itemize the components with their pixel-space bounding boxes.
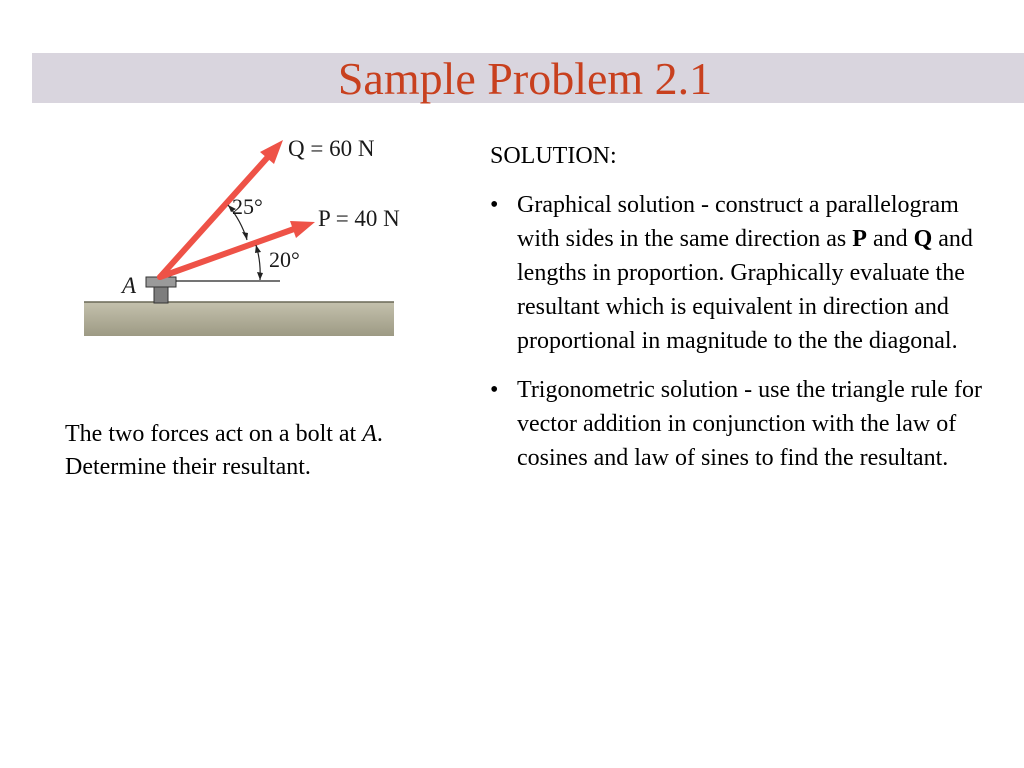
bullet1-text-c: and lengths in proportion. Graphically evaluate the resultant which is equivalent in direction and proportional in magnitude to the the diagonal. <box>517 226 973 354</box>
point-label: A <box>122 273 137 298</box>
p-label: P = 40 N <box>318 206 400 231</box>
bullet-graphical <box>490 188 1000 358</box>
caption-point: A <box>362 421 377 447</box>
ground <box>84 302 394 336</box>
angle-arc-20-tip-a <box>255 245 261 253</box>
bullet1-q: Q <box>913 226 933 252</box>
bullet2-text: Trigonometric solution - use the triangle rule for vector addition in conjunction with the law of cosines and law of sines to find the resultant. <box>517 377 983 471</box>
bullet-trigonometric <box>490 373 1000 475</box>
bullet-marker: • <box>490 192 499 218</box>
angle-arc-25-tip-b <box>242 232 248 240</box>
angle-label-20: 20° <box>269 247 300 272</box>
force-diagram <box>80 128 420 343</box>
caption-line1: The two forces act on a bolt at <box>65 421 357 447</box>
angle-arc-20-tip-b <box>257 272 263 280</box>
force-p-arrowhead <box>290 221 315 238</box>
page-title: Sample Problem 2.1 <box>337 53 713 104</box>
bullet-marker: • <box>490 377 499 403</box>
angle-label-25: 25° <box>232 194 263 219</box>
force-diagram-svg <box>80 128 420 343</box>
bullet1-p: P <box>852 226 867 252</box>
caption-rest: . Determine their resultant. <box>65 421 383 480</box>
bolt-shank <box>154 285 168 303</box>
solution-heading: SOLUTION: <box>490 143 617 169</box>
solution-panel <box>490 139 1000 490</box>
q-label: Q = 60 N <box>288 136 375 161</box>
bullet1-text-b: and <box>866 226 914 252</box>
problem-statement <box>65 418 425 484</box>
bullet1-text-a: Graphical solution - construct a parallelogram with sides in the same direction as <box>517 192 959 252</box>
